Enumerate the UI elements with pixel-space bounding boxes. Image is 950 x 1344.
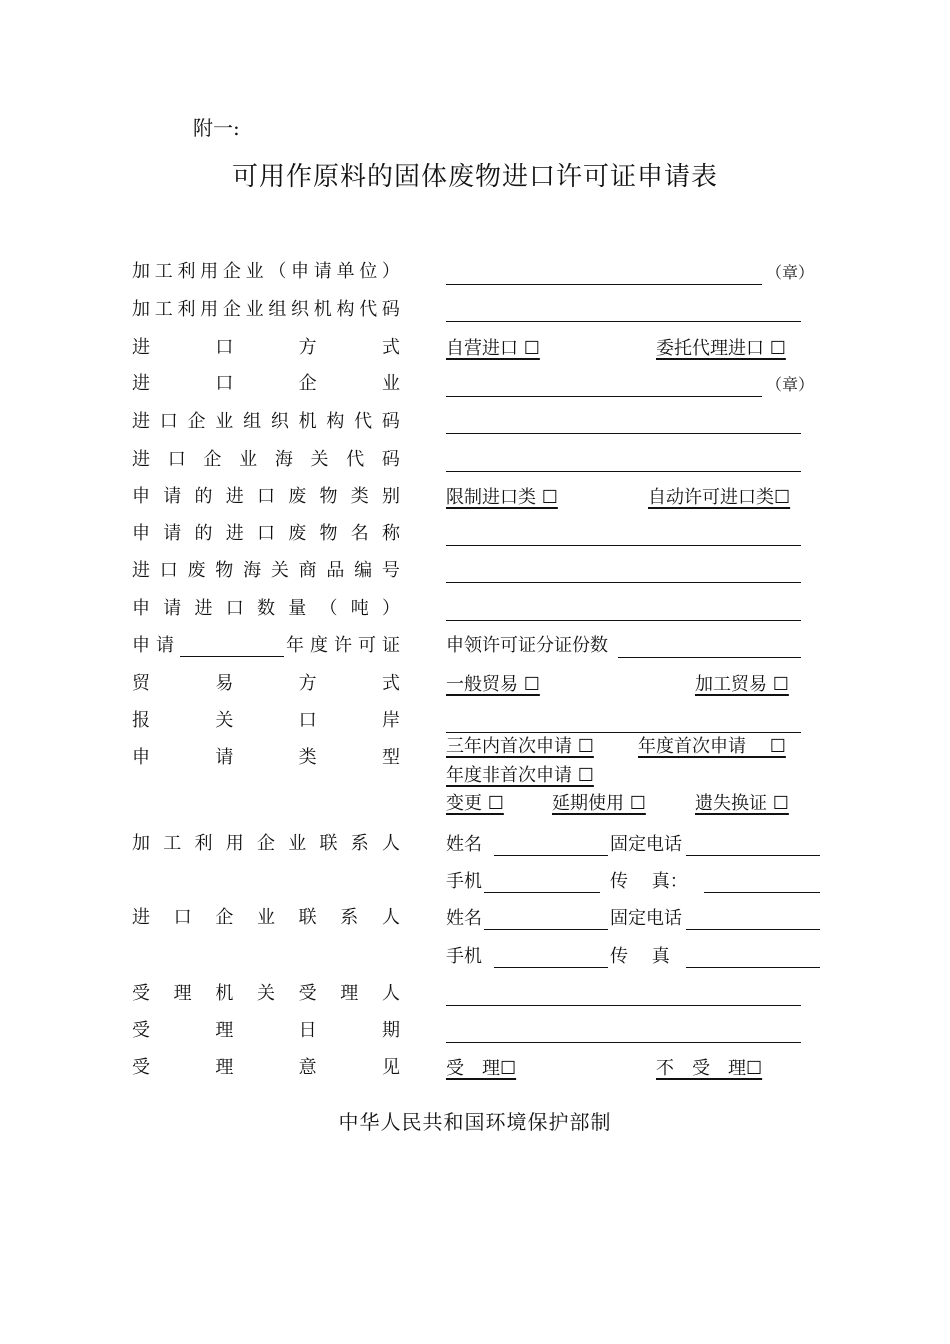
importer-contact-fax-label: 传 真 xyxy=(610,946,670,967)
label-importer-org-code: 进 口 企 业 组 织 机 构 代 码 xyxy=(132,411,400,432)
issuer-footer: 中华人民共和国环境保护部制 xyxy=(338,1110,612,1134)
label-processor: 加 工 利 用 企 业 （ 申 请 单 位 ） xyxy=(132,261,400,282)
change-checkbox[interactable]: 变更 ☐ xyxy=(446,793,504,814)
label-processor-org-code: 加 工 利 用 企 业 组 织 机 构 代 码 xyxy=(132,299,400,320)
processing-trade-checkbox[interactable]: 加工贸易 ☐ xyxy=(695,674,789,695)
hs-code-input-line[interactable] xyxy=(446,582,801,583)
receipt-date-input-line[interactable] xyxy=(446,1042,801,1043)
accept-checkbox[interactable]: 受 理☐ xyxy=(446,1058,517,1079)
importer-contact-name-label: 姓名 xyxy=(446,908,482,929)
label-annual-license: 年 度 许 可 证 xyxy=(286,635,400,656)
license-copies-label: 申领许可证分证份数 xyxy=(446,635,608,656)
first-in-3-years-checkbox[interactable]: 三年内首次申请 ☐ xyxy=(446,736,594,757)
label-opinion: 受 理 意 见 xyxy=(132,1057,400,1078)
label-importer: 进 口 企 业 xyxy=(132,373,400,394)
importer-contact-phone-label: 固定电话 xyxy=(610,908,682,929)
quantity-input-line[interactable] xyxy=(446,620,801,621)
processor-input-line[interactable] xyxy=(446,284,762,285)
label-receiver: 受 理 机 关 受 理 人 xyxy=(132,983,400,1004)
processor-contact-fax-label: 传 真： xyxy=(610,871,688,892)
auto-license-category-checkbox[interactable]: 自动许可进口类☐ xyxy=(648,487,791,508)
importer-contact-fax-input[interactable] xyxy=(686,967,820,968)
lost-replace-checkbox[interactable]: 遗失换证 ☐ xyxy=(695,793,789,814)
year-input-line[interactable] xyxy=(180,656,284,657)
label-receipt-date: 受 理 日 期 xyxy=(132,1020,400,1041)
label-trade-mode: 贸 易 方 式 xyxy=(132,673,400,694)
label-customs-port: 报 关 口 岸 xyxy=(132,710,400,731)
first-this-year-checkbox[interactable]: 年度首次申请 ☐ xyxy=(638,736,786,757)
reject-checkbox[interactable]: 不 受 理☐ xyxy=(656,1058,763,1079)
receiver-input-line[interactable] xyxy=(446,1005,801,1006)
processor-contact-mobile-label: 手机 xyxy=(446,871,482,892)
label-apply: 申请 xyxy=(132,635,180,656)
seal-label-2: （章） xyxy=(766,375,815,394)
importer-org-code-input-line[interactable] xyxy=(446,433,801,434)
non-first-this-year-checkbox[interactable]: 年度非首次申请 ☐ xyxy=(446,765,594,786)
label-importer-contact: 进 口 企 业 联 系 人 xyxy=(132,907,400,928)
processor-contact-phone-label: 固定电话 xyxy=(610,834,682,855)
processor-org-code-input-line[interactable] xyxy=(446,321,801,322)
waste-name-input-line[interactable] xyxy=(446,545,801,546)
processor-contact-name-label: 姓名 xyxy=(446,834,482,855)
importer-contact-mobile-input[interactable] xyxy=(494,967,608,968)
label-quantity: 申 请 进 口 数 量 （ 吨 ） xyxy=(132,598,400,619)
attachment-label: 附一: xyxy=(193,116,240,140)
agent-import-checkbox[interactable]: 委托代理进口 ☐ xyxy=(656,338,786,359)
restricted-category-checkbox[interactable]: 限制进口类 ☐ xyxy=(446,487,558,508)
label-processor-contact: 加 工 利 用 企 业 联 系 人 xyxy=(132,833,400,854)
label-application-type: 申 请 类 型 xyxy=(132,747,400,768)
seal-label-1: （章） xyxy=(766,263,815,282)
processor-contact-phone-input[interactable] xyxy=(686,855,820,856)
customs-port-input-line[interactable] xyxy=(446,732,801,733)
processor-contact-mobile-input[interactable] xyxy=(484,892,600,893)
processor-contact-fax-input[interactable] xyxy=(704,892,820,893)
label-waste-category: 申 请 的 进 口 废 物 类 别 xyxy=(132,486,400,507)
general-trade-checkbox[interactable]: 一般贸易 ☐ xyxy=(446,674,540,695)
importer-input-line[interactable] xyxy=(446,396,762,397)
label-hs-code: 进 口 废 物 海 关 商 品 编 号 xyxy=(132,560,400,581)
form-title: 可用作原料的固体废物进口许可证申请表 xyxy=(231,162,718,192)
processor-contact-name-input[interactable] xyxy=(494,855,608,856)
label-importer-customs-code: 进 口 企 业 海 关 代 码 xyxy=(132,449,400,470)
label-waste-name: 申 请 的 进 口 废 物 名 称 xyxy=(132,523,400,544)
importer-contact-phone-input[interactable] xyxy=(686,929,820,930)
label-import-mode: 进 口 方 式 xyxy=(132,337,400,358)
importer-customs-code-input-line[interactable] xyxy=(446,471,801,472)
importer-contact-name-input[interactable] xyxy=(484,929,608,930)
importer-contact-mobile-label: 手机 xyxy=(446,946,482,967)
extend-use-checkbox[interactable]: 延期使用 ☐ xyxy=(552,793,646,814)
license-copies-input-line[interactable] xyxy=(618,657,801,658)
self-import-checkbox[interactable]: 自营进口 ☐ xyxy=(446,338,540,359)
